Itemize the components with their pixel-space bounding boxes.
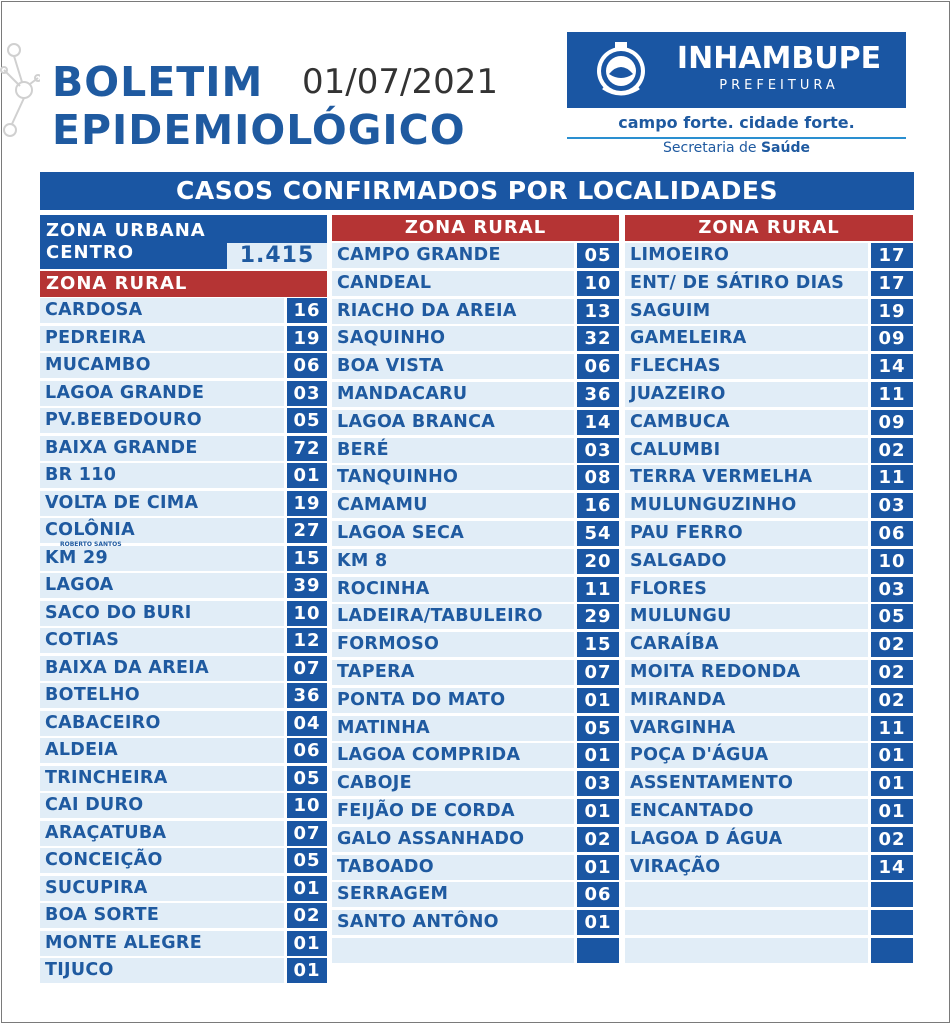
table-row xyxy=(625,688,913,713)
case-count: 05 xyxy=(287,848,327,873)
locality-name: BOTELHO xyxy=(40,683,284,708)
table-row xyxy=(625,938,913,963)
case-count: 14 xyxy=(871,855,913,880)
table-row xyxy=(332,465,619,490)
table-row xyxy=(40,821,327,846)
locality-name: CONCEIÇÃO xyxy=(40,848,284,873)
city-emblem-icon xyxy=(589,38,653,102)
table-row xyxy=(332,410,619,435)
table-row xyxy=(40,848,327,873)
table-row xyxy=(40,711,327,736)
case-count: 02 xyxy=(287,903,327,928)
case-count: 19 xyxy=(287,326,327,351)
table-row xyxy=(625,493,913,518)
table-row xyxy=(625,410,913,435)
case-count: 05 xyxy=(577,243,619,268)
table-row xyxy=(332,882,619,907)
locality-name: MONTE ALEGRE xyxy=(40,931,284,956)
table-row xyxy=(332,577,619,602)
locality-name: LAGOA D ÁGUA xyxy=(625,827,868,852)
case-count: 06 xyxy=(287,353,327,378)
locality-name: CALUMBI xyxy=(625,438,868,463)
col1-zona-rural-header: ZONA RURAL xyxy=(40,271,327,297)
table-row xyxy=(625,743,913,768)
case-count: 02 xyxy=(871,660,913,685)
locality-name: RIACHO DA AREIA xyxy=(332,299,574,324)
case-count: 72 xyxy=(287,436,327,461)
table-row xyxy=(332,326,619,351)
secretaria-label xyxy=(567,140,906,156)
table-row xyxy=(332,382,619,407)
case-count: 09 xyxy=(871,326,913,351)
locality-name: CAMAMU xyxy=(332,493,574,518)
locality-name: POÇA D'ÁGUA xyxy=(625,743,868,768)
case-count: 03 xyxy=(871,577,913,602)
table-row xyxy=(625,299,913,324)
secretaria-saude: Saúde xyxy=(760,140,810,156)
case-count: 01 xyxy=(287,876,327,901)
locality-name: GALO ASSANHADO xyxy=(332,827,574,852)
locality-name: CANDEAL xyxy=(332,271,574,296)
case-count: 11 xyxy=(577,577,619,602)
locality-name: SERRAGEM xyxy=(332,882,574,907)
case-count: 07 xyxy=(577,660,619,685)
locality-name: LADEIRA/TABULEIRO xyxy=(332,604,574,629)
locality-name: BOA SORTE xyxy=(40,903,284,928)
table-row xyxy=(40,656,327,681)
case-count: 13 xyxy=(577,299,619,324)
locality-name: MIRANDA xyxy=(625,688,868,713)
colonia-sublabel: ROBERTO SANTOS xyxy=(60,541,122,548)
table-row xyxy=(332,493,619,518)
case-count: 08 xyxy=(577,465,619,490)
locality-name: VARGINHA xyxy=(625,716,868,741)
table-row xyxy=(40,903,327,928)
case-count: 05 xyxy=(871,604,913,629)
locality-name: SALGADO xyxy=(625,549,868,574)
case-count: 10 xyxy=(871,549,913,574)
table-row xyxy=(625,465,913,490)
table-row xyxy=(332,938,619,963)
locality-name: LAGOA xyxy=(40,573,284,598)
case-count: 01 xyxy=(871,743,913,768)
table-row xyxy=(40,738,327,763)
case-count: 05 xyxy=(577,716,619,741)
locality-name: PONTA DO MATO xyxy=(332,688,574,713)
table-row xyxy=(625,243,913,268)
locality-name: ALDEIA xyxy=(40,738,284,763)
table-row xyxy=(40,298,327,323)
case-count: 17 xyxy=(871,243,913,268)
table-row xyxy=(40,381,327,406)
locality-name: CARAÍBA xyxy=(625,632,868,657)
table-row xyxy=(625,827,913,852)
locality-name: KM 8 xyxy=(332,549,574,574)
slogan-divider xyxy=(567,137,906,139)
table-row xyxy=(40,326,327,351)
case-count: 27 xyxy=(287,518,327,543)
table-row xyxy=(625,577,913,602)
table-row xyxy=(332,632,619,657)
table-row xyxy=(625,771,913,796)
locality-name: MANDACARU xyxy=(332,382,574,407)
locality-name: TRINCHEIRA xyxy=(40,766,284,791)
case-count: 10 xyxy=(287,601,327,626)
locality-name: ENT/ DE SÁTIRO DIAS xyxy=(625,271,868,296)
case-count: 02 xyxy=(871,827,913,852)
case-count: 03 xyxy=(287,381,327,406)
locality-name: VIRAÇÃO xyxy=(625,855,868,880)
table-row xyxy=(40,436,327,461)
locality-name: MULUNGU xyxy=(625,604,868,629)
case-count: 06 xyxy=(871,521,913,546)
case-count: 03 xyxy=(577,438,619,463)
locality-name: COTIAS xyxy=(40,628,284,653)
case-count: 01 xyxy=(287,463,327,488)
locality-name: TABOADO xyxy=(332,855,574,880)
locality-name xyxy=(625,910,868,935)
table-row xyxy=(40,408,327,433)
case-count: 05 xyxy=(287,408,327,433)
table-row xyxy=(625,549,913,574)
centro-label: CENTRO xyxy=(46,242,135,263)
table-row xyxy=(40,353,327,378)
case-count: 01 xyxy=(287,931,327,956)
case-count: 11 xyxy=(871,716,913,741)
case-count: 01 xyxy=(577,799,619,824)
table-row xyxy=(332,855,619,880)
case-count: 14 xyxy=(577,410,619,435)
locality-name xyxy=(332,938,574,963)
case-count: 15 xyxy=(577,632,619,657)
case-count: 02 xyxy=(577,827,619,852)
locality-name: JUAZEIRO xyxy=(625,382,868,407)
locality-name: FLORES xyxy=(625,577,868,602)
table-row xyxy=(332,799,619,824)
case-count: 06 xyxy=(287,738,327,763)
locality-name: BERÉ xyxy=(332,438,574,463)
locality-name: TERRA VERMELHA xyxy=(625,465,868,490)
col2-zona-rural-header: ZONA RURAL xyxy=(332,215,619,241)
case-count: 10 xyxy=(577,271,619,296)
table-row xyxy=(332,604,619,629)
locality-name xyxy=(625,938,868,963)
locality-name: LAGOA SECA xyxy=(332,521,574,546)
table-row xyxy=(332,688,619,713)
locality-name: SANTO ANTÔNO xyxy=(332,910,574,935)
table-row xyxy=(625,438,913,463)
locality-name: BAIXA DA AREIA xyxy=(40,656,284,681)
table-row xyxy=(332,716,619,741)
case-count: 29 xyxy=(577,604,619,629)
table-row xyxy=(40,573,327,598)
locality-name: ASSENTAMENTO xyxy=(625,771,868,796)
table-row xyxy=(332,438,619,463)
secretaria-prefix: Secretaria de xyxy=(663,140,761,156)
locality-name: CARDOSA xyxy=(40,298,284,323)
case-count: 32 xyxy=(577,326,619,351)
locality-name: MATINHA xyxy=(332,716,574,741)
case-count: 12 xyxy=(287,628,327,653)
locality-name: GAMELEIRA xyxy=(625,326,868,351)
locality-name: LIMOEIRO xyxy=(625,243,868,268)
table-row xyxy=(625,910,913,935)
case-count: 20 xyxy=(577,549,619,574)
locality-name: CAMBUCA xyxy=(625,410,868,435)
locality-name: CABACEIRO xyxy=(40,711,284,736)
case-count: 16 xyxy=(287,298,327,323)
case-count: 03 xyxy=(871,493,913,518)
table-row xyxy=(625,271,913,296)
case-count: 01 xyxy=(577,688,619,713)
locality-name: SAGUIM xyxy=(625,299,868,324)
case-count: 10 xyxy=(287,793,327,818)
case-count: 16 xyxy=(577,493,619,518)
locality-name: LAGOA COMPRIDA xyxy=(332,743,574,768)
case-count xyxy=(871,938,913,963)
city-slogan: campo forte. cidade forte. xyxy=(618,113,855,132)
table-row xyxy=(625,354,913,379)
locality-name: TANQUINHO xyxy=(332,465,574,490)
locality-name: ENCANTADO xyxy=(625,799,868,824)
table-row xyxy=(332,271,619,296)
case-count: 04 xyxy=(287,711,327,736)
title-boletim: BOLETIM xyxy=(52,58,264,106)
table-row xyxy=(40,628,327,653)
section-banner: CASOS CONFIRMADOS POR LOCALIDADES xyxy=(40,172,914,210)
case-count: 07 xyxy=(287,821,327,846)
case-count: 07 xyxy=(287,656,327,681)
case-count: 15 xyxy=(287,546,327,571)
locality-name: TIJUCO xyxy=(40,958,284,983)
case-count: 36 xyxy=(287,683,327,708)
table-row xyxy=(40,491,327,516)
table-row xyxy=(40,766,327,791)
table-row xyxy=(40,958,327,983)
table-row xyxy=(625,882,913,907)
case-count xyxy=(577,938,619,963)
case-count: 19 xyxy=(287,491,327,516)
table-row xyxy=(625,326,913,351)
table-row xyxy=(332,549,619,574)
table-row xyxy=(40,793,327,818)
locality-name: COLÔNIA xyxy=(40,518,284,543)
locality-name: LAGOA BRANCA xyxy=(332,410,574,435)
locality-name: LAGOA GRANDE xyxy=(40,381,284,406)
prefeitura-logo xyxy=(567,32,906,108)
locality-name: KM 29 xyxy=(40,546,284,571)
locality-name: SAQUINHO xyxy=(332,326,574,351)
locality-name: CABOJE xyxy=(332,771,574,796)
title-epidemiologico: EPIDEMIOLÓGICO xyxy=(52,106,466,154)
locality-name: PEDREIRA xyxy=(40,326,284,351)
table-row xyxy=(332,521,619,546)
table-row xyxy=(625,799,913,824)
virus-decoration-icon xyxy=(0,30,40,150)
locality-name: BR 110 xyxy=(40,463,284,488)
case-count: 19 xyxy=(871,299,913,324)
locality-name: ROCINHA xyxy=(332,577,574,602)
table-row xyxy=(332,354,619,379)
zona-urbana-title: ZONA URBANA xyxy=(46,220,206,241)
table-row xyxy=(40,601,327,626)
table-row xyxy=(625,521,913,546)
table-row xyxy=(40,518,327,543)
table-row xyxy=(332,771,619,796)
locality-name: FEIJÃO DE CORDA xyxy=(332,799,574,824)
table-row xyxy=(332,910,619,935)
case-count: 01 xyxy=(871,771,913,796)
locality-name: MUCAMBO xyxy=(40,353,284,378)
table-row xyxy=(40,546,327,571)
case-count: 17 xyxy=(871,271,913,296)
locality-name: CAI DURO xyxy=(40,793,284,818)
case-count: 01 xyxy=(287,958,327,983)
locality-name xyxy=(625,882,868,907)
table-row xyxy=(332,660,619,685)
table-row xyxy=(625,660,913,685)
case-count: 14 xyxy=(871,354,913,379)
locality-name: TAPERA xyxy=(332,660,574,685)
locality-name: BAIXA GRANDE xyxy=(40,436,284,461)
case-count: 11 xyxy=(871,465,913,490)
table-row xyxy=(625,382,913,407)
case-count: 02 xyxy=(871,632,913,657)
table-row xyxy=(332,743,619,768)
title-block xyxy=(52,58,498,154)
case-count: 05 xyxy=(287,766,327,791)
locality-name: FLECHAS xyxy=(625,354,868,379)
prefeitura-label: PREFEITURA xyxy=(719,78,839,93)
centro-value: 1.415 xyxy=(227,243,327,269)
case-count: 01 xyxy=(577,743,619,768)
case-count: 02 xyxy=(871,688,913,713)
case-count: 01 xyxy=(577,855,619,880)
case-count: 39 xyxy=(287,573,327,598)
locality-name: MOITA REDONDA xyxy=(625,660,868,685)
table-row xyxy=(40,876,327,901)
locality-name: MULUNGUZINHO xyxy=(625,493,868,518)
locality-name: PV.BEBEDOURO xyxy=(40,408,284,433)
case-count: 54 xyxy=(577,521,619,546)
locality-name: ARAÇATUBA xyxy=(40,821,284,846)
case-count: 01 xyxy=(577,910,619,935)
case-count: 01 xyxy=(871,799,913,824)
table-row xyxy=(40,463,327,488)
case-count: 36 xyxy=(577,382,619,407)
table-row xyxy=(40,683,327,708)
table-row xyxy=(625,716,913,741)
table-row xyxy=(40,931,327,956)
table-row xyxy=(332,243,619,268)
locality-name: VOLTA DE CIMA xyxy=(40,491,284,516)
bulletin-date: 01/07/2021 xyxy=(302,62,498,102)
table-row xyxy=(332,299,619,324)
case-count: 06 xyxy=(577,354,619,379)
table-row xyxy=(625,632,913,657)
case-count: 02 xyxy=(871,438,913,463)
case-count xyxy=(871,882,913,907)
case-count: 11 xyxy=(871,382,913,407)
col3-zona-rural-header: ZONA RURAL xyxy=(625,215,913,241)
table-row xyxy=(625,855,913,880)
locality-name: SUCUPIRA xyxy=(40,876,284,901)
table-row xyxy=(625,604,913,629)
case-count: 03 xyxy=(577,771,619,796)
table-row xyxy=(332,827,619,852)
case-count xyxy=(871,910,913,935)
locality-name: FORMOSO xyxy=(332,632,574,657)
locality-name: BOA VISTA xyxy=(332,354,574,379)
case-count: 09 xyxy=(871,410,913,435)
locality-name: CAMPO GRANDE xyxy=(332,243,574,268)
locality-name: SACO DO BURI xyxy=(40,601,284,626)
city-name: INHAMBUPE xyxy=(676,41,882,76)
case-count: 06 xyxy=(577,882,619,907)
locality-name: PAU FERRO xyxy=(625,521,868,546)
